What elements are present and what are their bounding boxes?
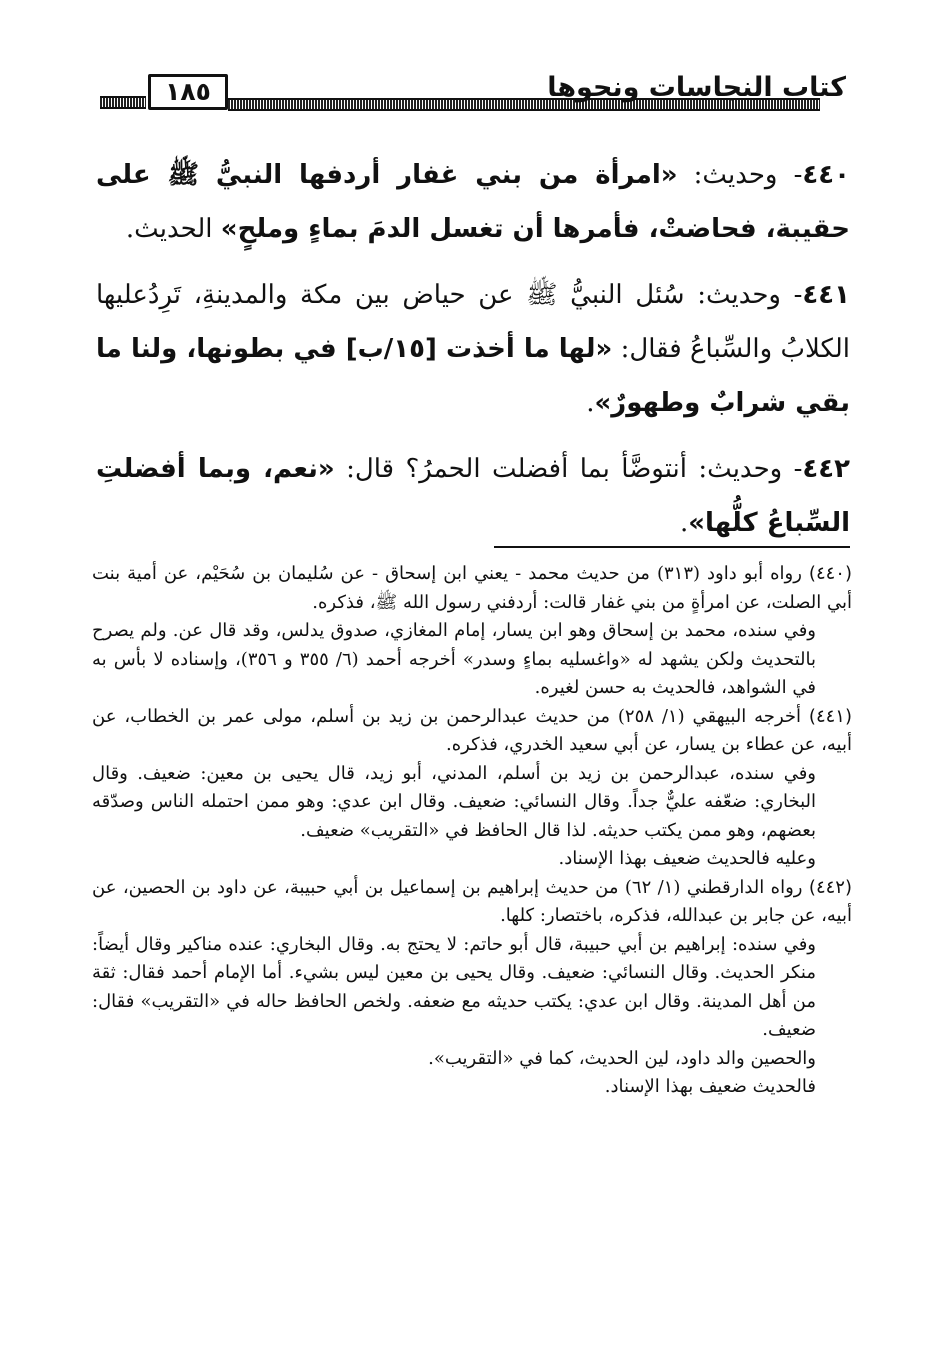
footnote-paragraph: وفي سنده، عبدالرحمن بن زيد بن أسلم، المدني، أبو زيد، قال يحيى بن معين: ضعيف. وقال البخاري: ضعّفه عليٌّ جداً. وقال النسائي: ضعيف. وقال ابن عدي: وهو ممن احتمله الناس وصدّقه بعضهم، وهو ممن يكتب حديثه. لذا قال الحافظ في «التقريب» ضعيف. — [92, 762, 816, 841]
page-number: ١٨٥ — [148, 74, 228, 110]
hadith-intro: - وحديث: أنتوضَّأ بما أفضلت الحمرُ؟ قال: — [334, 454, 803, 484]
chapter-title: كتاب النجاسات ونحوها — [547, 72, 846, 103]
hadith-intro: - وحديث: — [677, 160, 803, 190]
footnote-divider — [494, 546, 850, 548]
hadith-quote: «لها ما أخذت [١٥/ب] في بطونها، ولنا ما بقي شرابٌ وطهورٌ» — [96, 334, 850, 418]
footnote-text: أخرجه البيهقي (١/ ٢٥٨) من حديث عبدالرحمن بن زيد بن أسلم، مولى عمر بن الخطاب، عن أبيه، عن عطاء بن يسار، عن أبي سعيد الخدري، فذكره. — [92, 705, 852, 755]
footnotes — [92, 560, 852, 1102]
footnote-paragraph: وفي سنده، محمد بن إسحاق وهو ابن يسار، إمام المغازي، صدوق يدلس، وقد قال عن. ولم يصرح بالتحديث ولكن يشهد له «واغسليه بماءٍ وسدر» أخرجه أحمد (٦/ ٣٥٥ و ٣٥٦)، وإسناده لا بأس به في الشواهد، فالحديث به حسن لغيره. — [92, 620, 817, 698]
hadith-441 — [96, 268, 850, 430]
hadith-number: ٤٤٢ — [802, 454, 850, 484]
footnote-paragraph: والحصين والد داود، لين الحديث، كما في «التقريب». — [428, 1047, 816, 1069]
footnote-number: (٤٤٢) — [808, 876, 852, 898]
hadith-442 — [96, 442, 850, 550]
footnote-441 — [92, 703, 852, 760]
footnote-paragraph: وعليه فالحديث ضعيف بهذا الإسناد. — [558, 848, 816, 869]
footnote-paragraph: فالحديث ضعيف بهذا الإسناد. — [604, 1076, 816, 1097]
footnote-text: رواه الدارقطني (١/ ٦٢) من حديث إبراهيم بن إسماعيل بن أبي حبيبة، عن داود بن الحصين، عن أبيه، عن جابر بن عبدالله، فذكره، باختصار: كلها. — [92, 876, 852, 926]
footnote-number: (٤٤١) — [808, 705, 852, 727]
hadith-intro: - وحديث: سُئل النبيُّ ﷺ عن حياض بين مكة والمدينةِ، تَرِدُعليها الكلابُ والسِّباعُ فقال: — [96, 280, 850, 364]
main-text — [96, 148, 850, 562]
footnote-440 — [92, 560, 852, 617]
header-ornament-left — [100, 96, 146, 109]
footnote-paragraph: وفي سنده: إبراهيم بن أبي حبيبة، قال أبو حاتم: لا يحتج به. وقال البخاري: عنده مناكير وقال أيضاً: منكر الحديث. وقال النسائي: ضعيف. وقال يحيى بن معين ليس بشيء. أما الإمام أحمد فقال: ثقة من أهل المدينة. وقال ابن عدي: يكتب حديثه مع ضعفه. ولخص الحافظ حاله في «التقريب» فقال: ضعيف. — [92, 933, 816, 1040]
hadith-number: ٤٤٠ — [802, 160, 850, 190]
footnote-number: (٤٤٠) — [808, 563, 852, 584]
hadith-number: ٤٤١ — [802, 280, 850, 310]
hadith-quote: «نعم، وبما أفضلتِ السِّباعُ كلُّها» — [96, 454, 850, 538]
hadith-440 — [96, 148, 850, 256]
footnote-442 — [92, 874, 852, 931]
hadith-tail: . — [679, 508, 689, 538]
hadith-tail: الحديث. — [125, 214, 221, 244]
page-header — [100, 70, 852, 114]
footnote-text: رواه أبو داود (٣١٣) من حديث محمد - يعني ابن إسحاق - عن سُليمان بن سُحَيْم، عن أمية بنت أبي الصلت، عن امرأةٍ من بني غفار قالت: أردفني رسول الله ﷺ، فذكره. — [92, 563, 852, 613]
hadith-quote: «امرأة من بني غفار أردفها النبيُّ ﷺ على حقيبة، فحاضتْ، فأمرها أن تغسل الدمَ بماءٍ وملحٍ» — [96, 160, 850, 244]
hadith-tail: . — [586, 388, 595, 418]
